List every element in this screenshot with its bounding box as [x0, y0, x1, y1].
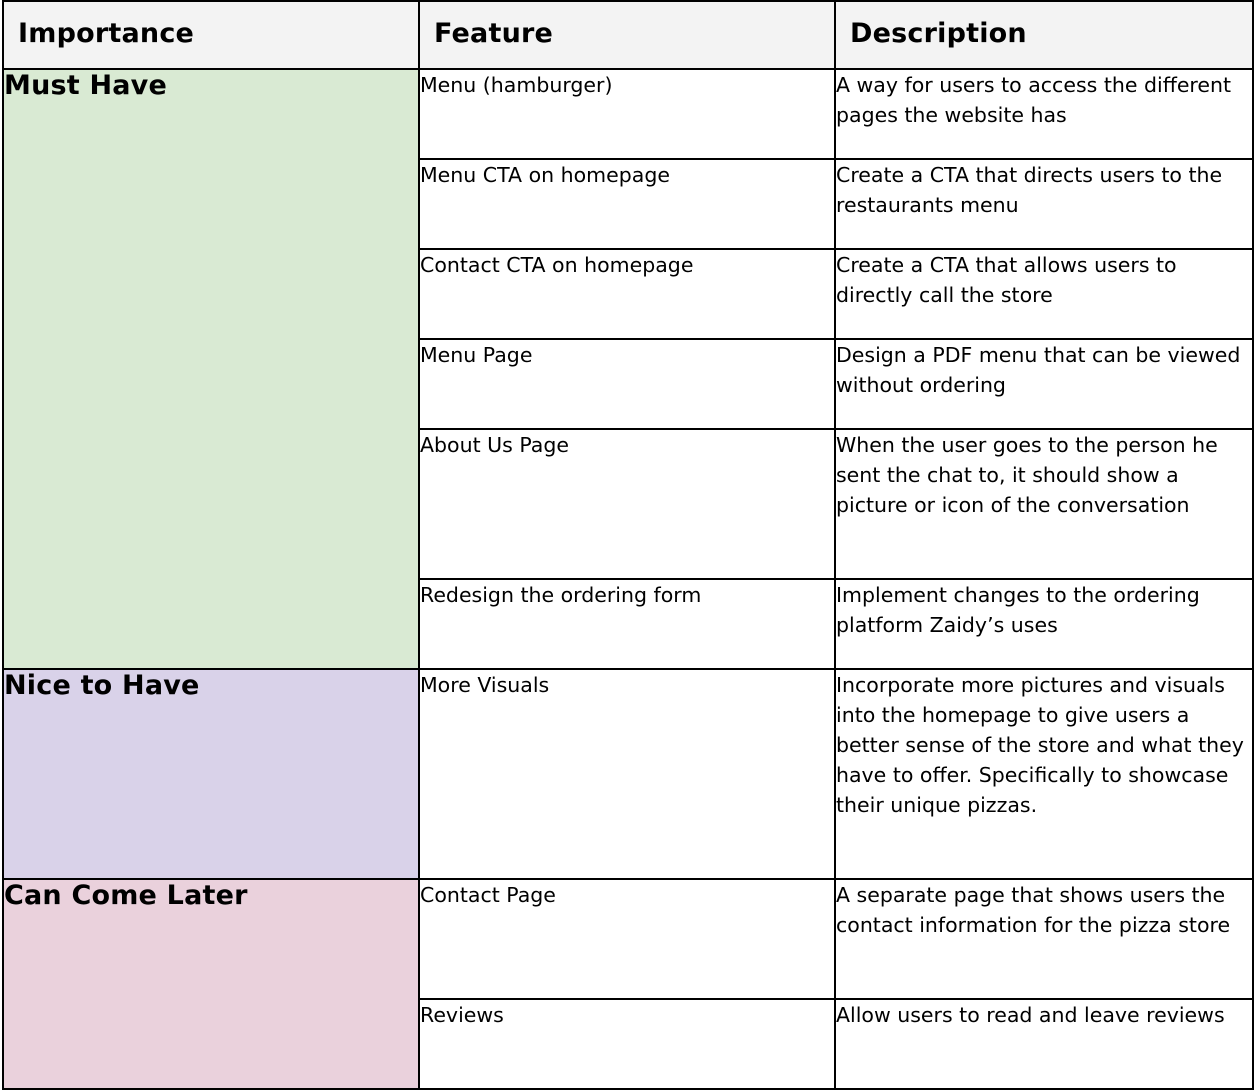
- feature-priority-table: [2, 0, 1254, 1090]
- feature-cell: Contact CTA on homepage: [419, 249, 835, 339]
- description-cell: Create a CTA that allows users to directly call the store: [835, 249, 1253, 339]
- feature-cell: About Us Page: [419, 429, 835, 579]
- importance-nice-to-have: Nice to Have: [3, 669, 419, 879]
- header-importance: Importance: [3, 1, 419, 69]
- description-cell: Design a PDF menu that can be viewed without ordering: [835, 339, 1253, 429]
- header-description: Description: [835, 1, 1253, 69]
- description-cell: A separate page that shows users the contact information for the pizza store: [835, 879, 1253, 999]
- table-row: [3, 669, 1253, 879]
- table-row: [3, 69, 1253, 159]
- feature-cell: Menu Page: [419, 339, 835, 429]
- table-row: [3, 879, 1253, 999]
- description-cell: Implement changes to the ordering platform Zaidy’s uses: [835, 579, 1253, 669]
- feature-cell: Contact Page: [419, 879, 835, 999]
- description-cell: Allow users to read and leave reviews: [835, 999, 1253, 1089]
- importance-must-have: Must Have: [3, 69, 419, 669]
- importance-can-come-later: Can Come Later: [3, 879, 419, 1089]
- description-cell: When the user goes to the person he sent the chat to, it should show a picture or icon of the conversation: [835, 429, 1253, 579]
- feature-cell: Reviews: [419, 999, 835, 1089]
- feature-cell: Menu CTA on homepage: [419, 159, 835, 249]
- description-cell: Create a CTA that directs users to the restaurants menu: [835, 159, 1253, 249]
- feature-cell: Menu (hamburger): [419, 69, 835, 159]
- header-feature: Feature: [419, 1, 835, 69]
- table-header-row: [3, 1, 1253, 69]
- feature-cell: Redesign the ordering form: [419, 579, 835, 669]
- description-cell: Incorporate more pictures and visuals into the homepage to give users a better sense of the store and what they have to offer. Specifically to showcase their unique pizzas.: [835, 669, 1253, 879]
- feature-cell: More Visuals: [419, 669, 835, 879]
- description-cell: A way for users to access the different pages the website has: [835, 69, 1253, 159]
